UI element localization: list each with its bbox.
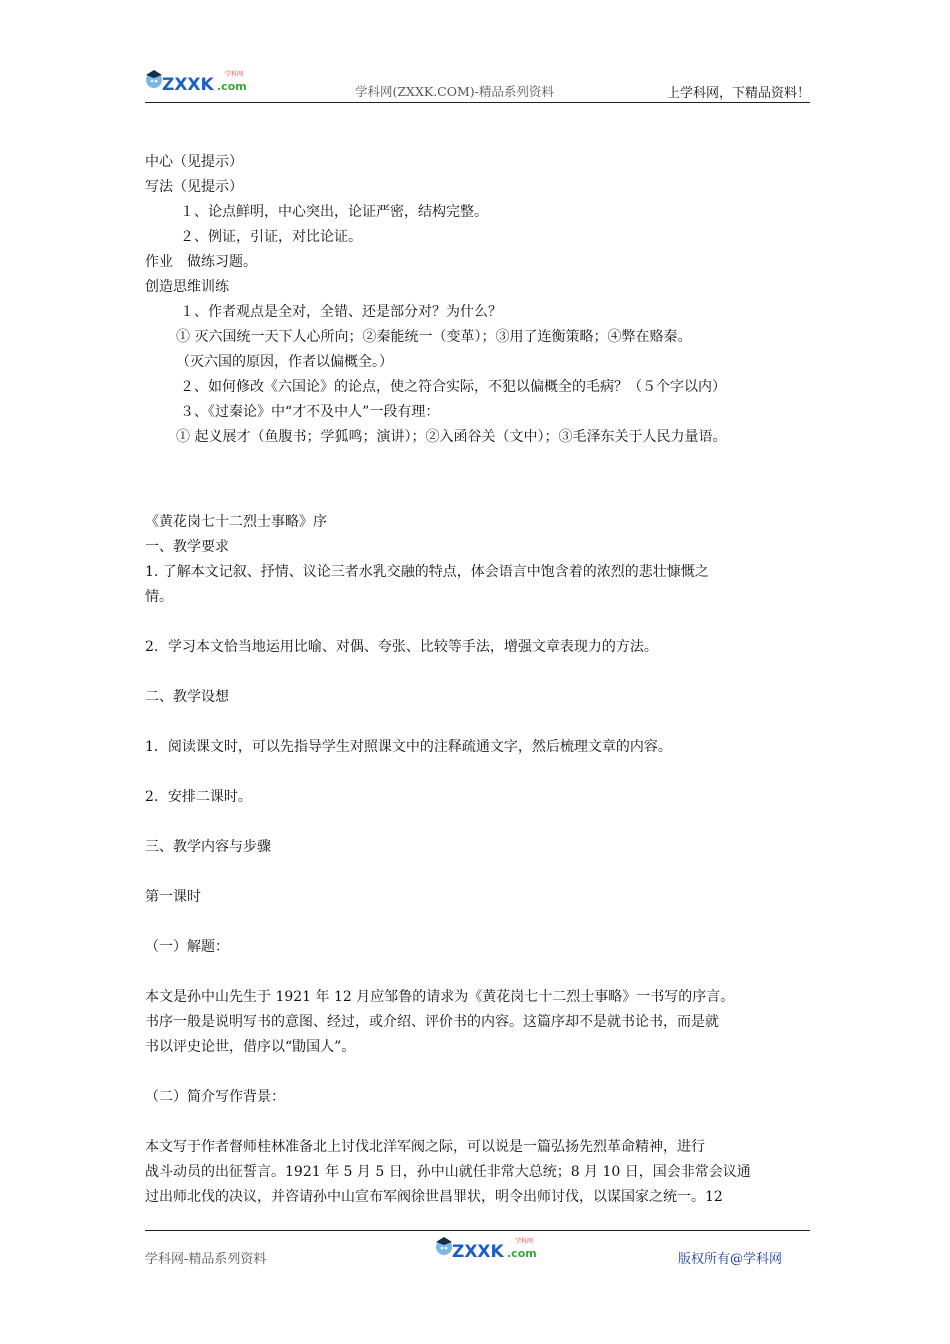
heading-content-steps: 三、教学内容与步骤	[145, 839, 271, 855]
subheading-explain-title: （一）解题：	[145, 939, 229, 955]
requirement-2: 2．学习本文恰当地运用比喻、对偶、夸张、比较等手法，增强文章表现力的方法。	[145, 639, 658, 655]
explain-paragraph-1: 本文是孙中山先生于 1921 年 12 月应邹鲁的请求为《黄花岗七十二烈士事略》一书写的序言。	[145, 989, 735, 1005]
background-paragraph-3: 过出师北伐的决议，并咨请孙中山宣布军阀徐世昌罪状，明令出师讨伐，以谋国家之统一。12	[145, 1189, 723, 1205]
page-footer	[145, 1230, 810, 1267]
line-center: 中心（见提示）	[145, 154, 243, 170]
background-paragraph-1: 本文写于作者督师桂林准备北上讨伐北洋军阀之际，可以说是一篇弘扬先烈革命精神，进行	[145, 1139, 705, 1155]
zxxk-footer-logo-icon	[435, 1233, 545, 1263]
explain-paragraph-2: 书序一般是说明写书的意图、经过，或介绍、评价书的内容。这篇序却不是就书论书，而是就	[145, 1014, 719, 1030]
footer-left-text: 学科网-精品系列资料	[145, 1252, 267, 1267]
svg-text:学科网: 学科网	[515, 1238, 534, 1245]
subheading-background: （二）简介写作背景：	[145, 1089, 285, 1105]
header-slogan: 上学科网，下精品资料！	[666, 86, 810, 101]
document-body	[145, 150, 810, 1210]
first-lesson: 第一课时	[145, 889, 201, 905]
footer-copyright: 版权所有@学科网	[677, 1252, 782, 1267]
line-homework: 作业 做练习题。	[145, 254, 257, 270]
svg-text:学科网: 学科网	[225, 71, 244, 78]
svg-text:ZXXK: ZXXK	[162, 75, 214, 95]
background-paragraph-2: 战斗动员的出征誓言。1921 年 5 月 5 日，孙中山就任非常大总统；8 月 10 日，国会非常会议通	[145, 1164, 751, 1180]
heading-teaching-requirements: 一、教学要求	[145, 539, 229, 555]
requirement-1-cont: 情。	[145, 589, 173, 605]
svg-text:.com: .com	[507, 1247, 537, 1260]
line-thinking-training: 创造思维训练	[145, 279, 229, 295]
section-title: 《黄花岗七十二烈士事略》序	[145, 514, 327, 530]
explain-paragraph-3: 书以评史论世，借序以“勖国人”。	[145, 1039, 356, 1055]
heading-teaching-plan: 二、教学设想	[145, 689, 229, 705]
line-question-1: １、作者观点是全对，全错、还是部分对？为什么？	[180, 304, 502, 320]
svg-text:.com: .com	[217, 80, 247, 93]
line-writing-2: ２、例证，引证，对比论证。	[180, 229, 362, 245]
svg-text:ZXXK: ZXXK	[452, 1242, 504, 1262]
line-writing-1: １、论点鲜明，中心突出，论证严密，结构完整。	[180, 204, 488, 220]
line-answer-1: ① 灭六国统一天下人心所向；②秦能统一（变革）；③用了连衡策略；④弊在赂秦。	[176, 329, 692, 345]
plan-1: 1．阅读课文时，可以先指导学生对照课文中的注释疏通文字，然后梳理文章的内容。	[145, 739, 672, 755]
line-writing: 写法（见提示）	[145, 179, 243, 195]
line-question-2: ２、如何修改《六国论》的论点，使之符合实际，不犯以偏概全的毛病？（５个字以内）	[180, 379, 726, 395]
line-answer-3: ① 起义展才（鱼腹书；学狐鸣；演讲）；②入函谷关（文中）；③毛泽东关于人民力量语。	[176, 429, 727, 445]
header-center-text: 学科网(ZXXK.COM)-精品系列资料	[355, 84, 554, 99]
zxxk-logo-icon	[145, 66, 255, 96]
requirement-1: 1. 了解本文记叙、抒情、议论三者水乳交融的特点，体会语言中饱含着的浓烈的悲壮慷慨之	[145, 564, 709, 580]
plan-2: 2．安排二课时。	[145, 789, 252, 805]
line-question-3: ３、《过秦论》中“才不及中人”一段有理：	[180, 404, 440, 420]
page-header	[145, 62, 810, 103]
line-answer-1-note: （灭六国的原因，作者以偏概全。）	[176, 354, 393, 370]
